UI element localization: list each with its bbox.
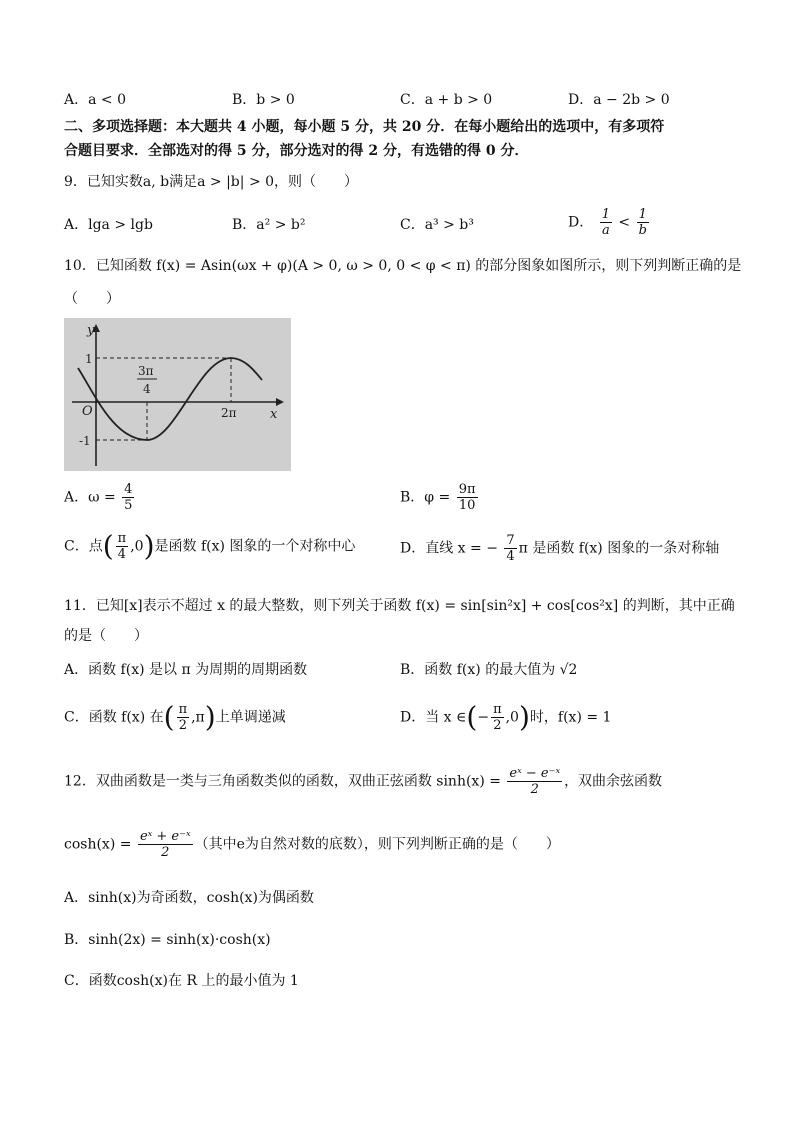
q11-c-fraction [177, 702, 190, 733]
q9-d-mid: < [618, 214, 631, 231]
q12-cosh-den: 2 [138, 844, 193, 860]
q10-c-lparen: ( [102, 529, 114, 563]
q12-sinh-den: 2 [507, 781, 562, 797]
q11-option-b: B．函数 f(x) 的最大值为 √2 [400, 662, 578, 678]
q12-option-a: A．sinh(x)为奇函数，cosh(x)为偶函数 [64, 890, 314, 906]
q10-a-prefix: A．ω = [64, 489, 116, 506]
q12-sinh-num: eˣ − e⁻ˣ [509, 766, 561, 781]
q11-option-c [64, 702, 286, 733]
q10-d-prefix: D．直线 x = − [400, 540, 498, 557]
tick-3pi-num: 3π [138, 364, 154, 378]
q11-c-lparen: ( [163, 700, 175, 734]
q10-option-a [64, 482, 136, 513]
q10-c-prefix: C．点 [64, 538, 103, 555]
q11-stem-line1: 11．已知[x]表示不超过 x 的最大整数，则下列关于函数 f(x) = sin[sin²x] + cos[cos²x] 的判断，其中正确 [64, 598, 735, 614]
q10-option-c [64, 531, 355, 562]
q8-option-b: B．b > 0 [232, 92, 295, 108]
q10-c-tail: ,0 [130, 538, 144, 555]
q9-d-left-den: a [600, 222, 612, 238]
q11-c-suffix: 上单调递减 [215, 709, 286, 726]
q11-d-fraction [491, 702, 504, 733]
q11-option-d [400, 702, 611, 733]
q11-d-lparen: ( [466, 700, 478, 734]
q11-d-sign: − [477, 709, 490, 726]
q8-option-c: C．a + b > 0 [400, 92, 493, 108]
q10-paren: （ ） [64, 291, 120, 307]
q11-c-den: 2 [177, 717, 190, 733]
q10-c-fraction [116, 531, 129, 562]
q11-d-num: π [493, 702, 502, 717]
q10-d-num: 7 [506, 533, 515, 548]
q10-c-suffix: 是函数 f(x) 图象的一个对称中心 [154, 538, 356, 555]
q10-option-d [400, 533, 719, 564]
tick-2pi-label: 2π [221, 406, 237, 420]
q11-d-tail: ,0 [505, 709, 519, 726]
q10-b-fraction [457, 482, 478, 513]
q10-graph-svg [64, 318, 291, 471]
q12-cosh-suffix: （其中e为自然对数的底数），则下列判断正确的是（ ） [194, 836, 560, 853]
q10-a-num: 4 [124, 482, 133, 497]
q10-b-num: 9π [458, 482, 476, 497]
q12-sinh-fraction [507, 766, 562, 797]
q8-option-d: D．a − 2b > 0 [568, 92, 670, 108]
q10-d-den: 4 [506, 549, 515, 564]
q11-c-tail: ,π [191, 709, 205, 726]
q11-d-den: 2 [491, 717, 504, 733]
q12-option-b: B．sinh(2x) = sinh(x)·cosh(x) [64, 932, 271, 948]
q12-option-c: C．函数cosh(x)在 R 上的最小值为 1 [64, 973, 299, 989]
q9-d-right-num: 1 [638, 207, 647, 222]
q12-cosh-fraction [138, 829, 193, 860]
x-label: x [270, 407, 278, 422]
q11-c-num: π [178, 702, 188, 717]
q12-stem-suffix: ，双曲余弦函数 [564, 773, 663, 790]
graph-background [64, 318, 291, 471]
q9-option-d [568, 207, 651, 238]
q9-d-left-num: 1 [601, 207, 610, 222]
q9-stem: 9．已知实数a, b满足a > |b| > 0，则（ ） [64, 174, 359, 190]
q10-d-suffix: π 是函数 f(x) 图象的一条对称轴 [518, 540, 720, 557]
q10-option-b [400, 482, 480, 513]
q10-c-num: π [117, 531, 127, 546]
q10-a-fraction [122, 482, 134, 513]
q11-c-prefix: C．函数 f(x) 在 [64, 709, 164, 726]
y-label: y [87, 323, 95, 338]
q10-stem: 10．已知函数 f(x) = Asin(ωx + φ)(A > 0, ω > 0, 0 < φ < π) 的部分图象如图所示，则下列判断正确的是 [64, 258, 742, 274]
tick-bottom-label: -1 [79, 434, 91, 448]
q12-stem-prefix: 12．双曲函数是一类与三角函数类似的函数，双曲正弦函数 sinh(x) = [64, 773, 501, 790]
q10-c-den: 4 [116, 546, 129, 562]
q11-stem-line2: 的是（ ） [64, 628, 148, 644]
q9-d-right-fraction [637, 207, 649, 238]
q9-option-b: B．a² > b² [232, 217, 306, 233]
q11-d-suffix: 时，f(x) = 1 [529, 709, 612, 726]
q9-d-left-fraction [600, 207, 612, 238]
q9-d-right-den: b [638, 223, 647, 238]
q10-c-rparen: ) [143, 529, 155, 563]
tick-top-label: 1 [85, 352, 93, 366]
q11-d-rparen: ) [518, 700, 530, 734]
q12-stem-line2 [64, 829, 560, 860]
q10-graph-figure [64, 318, 291, 471]
q11-c-rparen: ) [204, 700, 216, 734]
q9-d-prefix: D． [568, 214, 594, 231]
q8-option-a: A．a < 0 [64, 92, 126, 108]
q12-cosh-prefix: cosh(x) = [64, 836, 132, 853]
q9-option-c: C．a³ > b³ [400, 217, 474, 233]
section2-heading-line2: 合题目要求．全部选对的得 5 分，部分选对的得 2 分，有选错的得 0 分． [64, 143, 529, 159]
q11-option-a: A．函数 f(x) 是以 π 为周期的周期函数 [64, 662, 308, 678]
q12-stem-line1 [64, 766, 662, 797]
tick-3pi-den: 4 [143, 382, 151, 396]
origin-label: O [82, 404, 93, 419]
q10-b-den: 10 [457, 497, 478, 513]
q11-d-prefix: D．当 x ∈ [400, 709, 467, 726]
q10-d-fraction [504, 533, 516, 564]
q10-b-prefix: B．φ = [400, 489, 451, 506]
q10-a-den: 5 [124, 498, 133, 513]
q12-cosh-num: eˣ + e⁻ˣ [139, 829, 191, 844]
section2-heading-line1: 二、多项选择题：本大题共 4 小题，每小题 5 分，共 20 分．在每小题给出的选项中，有多项符 [64, 119, 665, 135]
q9-option-a: A．lga > lgb [64, 217, 153, 233]
